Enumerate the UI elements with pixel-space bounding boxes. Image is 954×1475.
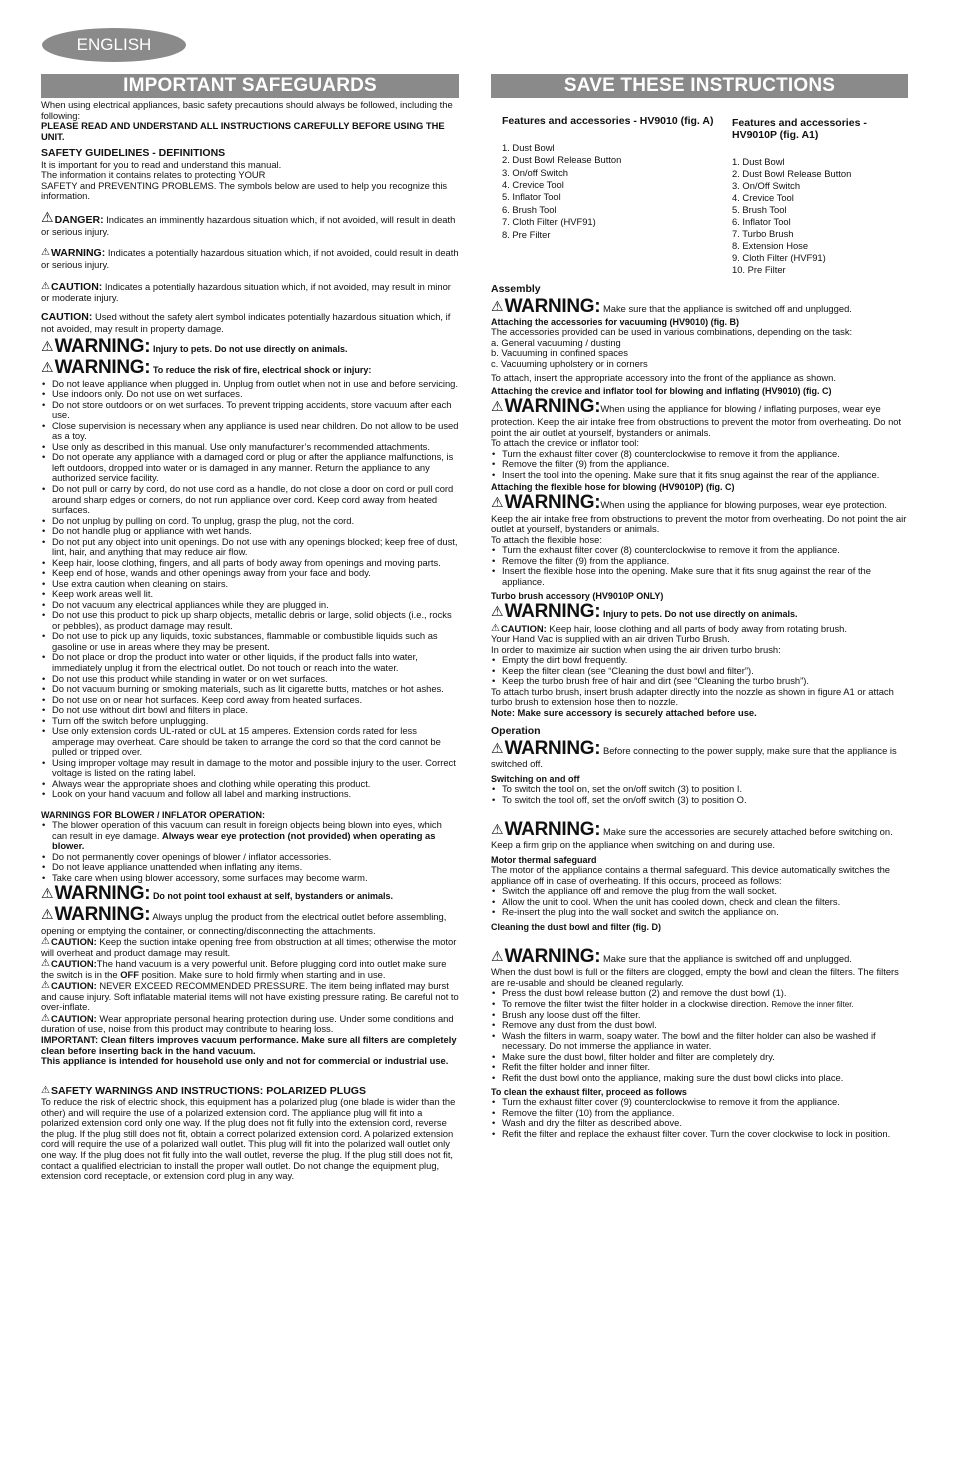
switch-warning: ⚠WARNING: Make sure the accessories are securely attached before switching on. Keep a firm grip on the appliance when switching on and during use. [491,819,893,851]
turbo-line: Your Hand Vac is supplied with an air driven Turbo Brush. [491,633,730,645]
list-item: b. Vacuuming in confined spaces [491,347,628,359]
features-hv9010p [732,118,910,276]
list-item: • To remove the filter twist the filter holder in a clockwise direction. Remove the inner filter. [491,999,908,1010]
feature-item: 7. Cloth Filter (HVF91) [502,216,596,228]
warning-pets: ⚠WARNING: Injury to pets. Do not use directly on animals. [41,336,348,358]
list-item: • Insert the tool into the opening. Make sure that it fits snug against the rear of the appliance. [491,470,908,481]
list-item: • Use indoors only. Do not use on wet surfaces. [41,389,459,400]
list-item: • Close supervision is necessary when any appliance is used near children. Do not allow to be used as a toy. [41,421,459,442]
list-item: • Do not leave appliance when plugged in. Unplug from outlet when not in use and before servicing. [41,379,459,390]
warning-triangle-icon: ⚠ [41,280,50,292]
definitions-line: The information it contains relates to protecting YOUR [41,169,266,181]
caution-hearing: ⚠CAUTION: Wear appropriate personal hearing protection during use. Under some conditions and duration of use, noise from this product may contribute to hearing loss. [41,1012,454,1035]
list-item: • Keep the filter clean (see “Cleaning the dust bowl and filter”). [491,666,908,677]
list-item: • Refit the filter holder and inner filter. [491,1062,908,1073]
list-item: • Press the dust bowl release button (2) and remove the dust bowl (1). [491,988,908,999]
warning-triangle-icon: ⚠ [41,209,54,225]
list-item: • Refit the dust bowl onto the appliance, making sure the dust bowl clicks into place. [491,1073,908,1084]
thermal-text: The motor of the appliance contains a thermal safeguard. This device automatically switches the appliance off in case of overheating. If this occurs, proceed as follows: [491,864,890,886]
warning-fire: ⚠WARNING: To reduce the risk of fire, electrical shock or injury: [41,357,372,379]
attach-note: To attach, insert the appropriate accessory into the front of the appliance as shown. [491,372,836,384]
exhaust-title: To clean the exhaust filter, proceed as follows [491,1087,687,1098]
list-item: • Make sure the dust bowl, filter holder and filter are completely dry. [491,1052,908,1063]
list-item: • Do not leave appliance unattended when inflating any items. [41,862,459,873]
list-item: c. Vacuuming upholstery or in corners [491,357,648,369]
list-item: • Use only as described in this manual. Use only manufacturer’s recommended attachments. [41,442,459,453]
feature-item: 5. Brush Tool [732,203,787,215]
feature-item: 2. Dust Bowl Release Button [502,154,622,166]
switch-title: Switching on and off [491,774,580,785]
warning-exhaust: ⚠WARNING: Do not point tool exhaust at self, bystanders or animals. [41,883,393,905]
list-item: • Do not use to pick up any liquids, toxic substances, flammable or combustible liquids such as gasoline or use in areas where they may be present. [41,631,459,652]
warning-triangle-icon: ⚠ [41,980,50,992]
list-item: • Remove the filter (9) from the appliance. [491,556,908,567]
warning-unplug: ⚠WARNING: Always unplug the product from the electrical outlet before assembling, opening or emptying the container, or connecting/disconnecting the attachments. [41,904,447,936]
thermal-title: Motor thermal safeguard [491,854,597,865]
turbo-attach: To attach turbo brush, insert brush adapter directly into the nozzle as shown in figure A1 or attach turbo brush to extension hose then to nozzle. [491,685,894,708]
warning-triangle-icon: ⚠ [41,1012,50,1024]
caution-pressure: ⚠CAUTION: NEVER EXCEED RECOMMENDED PRESSURE. The item being inflated may burst and cause injury. Soft inflatable material items will not have existing pressure rating. Be careful not to over-inflate. [41,980,459,1013]
feature-item: 10. Pre Filter [732,263,786,275]
list-item: • Keep work areas well lit. [41,589,459,600]
list-item: • Refit the filter and replace the exhaust filter cover. Turn the cover clockwise to lock in position. [491,1129,908,1140]
feature-item: 6. Brush Tool [502,203,557,215]
list-item: • To switch the tool off, set the on/off switch (3) to position O. [491,795,908,806]
definitions-title: SAFETY GUIDELINES - DEFINITIONS [41,147,226,160]
safety-bullet-list [41,379,459,800]
banner-title: IMPORTANT SAFEGUARDS [123,75,377,97]
feature-item: 5. Inflator Tool [502,191,561,203]
feature-item: 8. Pre Filter [502,228,551,240]
warning-triangle-icon: ⚠ [491,947,504,964]
caution-powerful: ⚠CAUTION:The hand vacuum is a very powerful unit. Before plugging cord into outlet make sure the switch is in the OFF position. Make sure to hold firmly when starting and in use. [41,958,447,980]
clean-warning: ⚠WARNING: Make sure that the appliance is switched off and unplugged. [491,945,852,967]
operation-title: Operation [491,725,541,738]
list-item: • Do not handle plug or appliance with wet hands. [41,526,459,537]
polarized-plugs-text: To reduce the risk of electric shock, this equipment has a polarized plug (one blade is wider than the other) and will require the use of a polarized extension cord. The appliance plug will fit into a polarized extension cord only one way. If the plug does not fit fully into the extension cord, reverse the plug. If the plug still does not fit, obtain a correct polarized extension cord. A polarized extension cord will require the use of a polarized wall outlet. This plug will fit into the polarized wall outlet only one way. If the plug does not fit fully into the wall outlet, reverse the plug. If the plug still does not fit, contact a qualified electrician to install the proper wall outlet. Do not change the equipment plug, extension cord receptacle, or extension cord plug in any way. [41,1096,456,1182]
list-item: • To switch the tool on, set the on/off switch (3) to position I. [491,784,908,795]
warning-triangle-icon: ⚠ [41,338,54,355]
feature-item: 4. Crevice Tool [502,178,564,190]
feature-item: 3. On/off Switch [502,166,569,178]
warning-triangle-icon: ⚠ [41,359,54,376]
list-item: • Do not use this product while standing in water or on wet surfaces. [41,674,459,685]
intro-text: When using electrical appliances, basic safety precautions should always be followed, including the following: [41,99,453,121]
list-item: • Do not unplug by pulling on cord. To unplug, grasp the plug, not the cord. [41,516,459,527]
list-item: • Always wear the appropriate shoes and clothing while operating this product. [41,779,459,790]
crevice-attach: To attach the crevice or inflator tool: [491,437,639,449]
clean-text: When the dust bowl is full or the filters are clogged, empty the bowl and clean the filters. The filters are re-usable and should be cleaned regularly. [491,966,899,988]
save-instructions-banner [491,74,908,98]
list-item: • Wash and dry the filter as described above. [491,1118,908,1129]
list-item: • Switch the appliance off and remove the plug from the wall socket. [491,886,908,897]
warning-triangle-icon: ⚠ [491,297,504,314]
switch-bullet-list [491,784,908,805]
list-item: • Do not put any object into unit openings. Do not use with any openings blocked; keep free of dust, lint, hair, and anything that may reduce air flow. [41,537,459,558]
warning-triangle-icon: ⚠ [491,603,504,620]
blower-title: WARNINGS FOR BLOWER / INFLATOR OPERATION: [41,809,265,820]
list-item: • Turn off the switch before unplugging. [41,716,459,727]
list-item: • Keep hair, loose clothing, fingers, and all parts of body away from openings and moving parts. [41,558,459,569]
list-item: • Remove the filter (9) from the appliance. [491,459,908,470]
feature-item: 6. Inflator Tool [732,215,791,227]
warning-definition: ⚠WARNING: Indicates a potentially hazardous situation which, if not avoided, could result in death or serious injury. [41,247,459,271]
turbo-bullet-list [491,655,908,687]
list-item: • Do not use without dirt bowl and filters in place. [41,705,459,716]
list-item: • Do not operate any appliance with a damaged cord or plug or after the appliance malfunctions, is left outdoors, dropped into water or is damaged in any manner. Return the appliance to any authorized service facility. [41,452,459,484]
language-label: ENGLISH [76,35,152,55]
turbo-note: Note: Make sure accessory is securely attached before use. [491,706,757,718]
list-item: • The blower operation of this vacuum can result in foreign objects being blown into eyes, which can result in eye damage. Always wear eye protection (not provided) when operating as blower. [41,820,459,852]
left-column [41,100,459,1182]
list-item: • Turn the exhaust filter cover (9) counterclockwise to remove it from the appliance. [491,1097,908,1108]
warning-triangle-icon: ⚠ [41,1084,50,1096]
warning-triangle-icon: ⚠ [41,906,54,923]
list-item: • Allow the unit to cool. When the unit has cooled down, check and clean the filters. [491,897,908,908]
turbo-line: In order to maximize air suction when using the air driven turbo brush: [491,643,781,655]
feature-item: 1. Dust Bowl [732,155,785,167]
warning-triangle-icon: ⚠ [41,885,54,902]
list-item: • Remove the filter (10) from the appliance. [491,1108,908,1119]
right-column [491,284,908,1140]
feature-item: 3. On/Off Switch [732,179,801,191]
feature-item: 7. Turbo Brush [732,227,794,239]
important-safeguards-banner [41,74,459,98]
danger-definition: ⚠DANGER: Indicates an imminently hazardous situation which, if not avoided, will result in death or serious injury. [41,209,456,237]
features-a-title: Features and accessories - HV9010 (fig. A) [502,115,714,127]
hose-title: Attaching the flexible hose for blowing (HV9010P) (fig. C) [491,482,735,493]
list-item: • Do not use this product to pick up sharp objects, metallic debris or large, solid objects (i.e., rocks or pebbles), as product damage may result. [41,610,459,631]
crevice-warning: ⚠WARNING:When using the appliance for blowing / inflating purposes, wear eye protection. Keep the air intake free from obstructions to prevent the motor from overheating. Do not point the air outlet at yourself, bystanders or animals. [491,395,902,438]
crevice-bullet-list [491,449,908,481]
list-item: • Do not vacuum any electrical appliances while they are plugged in. [41,600,459,611]
list-item: • Keep the turbo brush free of hair and dirt (see “Cleaning the turbo brush”). [491,676,908,687]
warning-triangle-icon: ⚠ [491,494,504,511]
list-item: • Keep end of hose, wands and other openings away from your face and body. [41,568,459,579]
hose-attach: To attach the flexible hose: [491,533,603,545]
warning-triangle-icon: ⚠ [41,936,50,948]
list-item: • Re-insert the plug into the wall socket and switch the appliance on. [491,907,908,918]
warning-triangle-icon: ⚠ [491,622,500,634]
features-a-list [502,142,724,241]
attach-title: Attaching the accessories for vacuuming (HV9010) (fig. B) [491,317,740,328]
caution-definition: ⚠CAUTION: Indicates a potentially hazardous situation which, if not avoided, may result in minor or moderate injury. [41,280,451,304]
list-item: a. General vacuuming / dusting [491,336,621,348]
feature-item: 4. Crevice Tool [732,191,794,203]
warning-triangle-icon: ⚠ [491,397,504,414]
feature-item: 1. Dust Bowl [502,141,555,153]
caution-no-symbol-definition: CAUTION: Used without the safety alert symbol indicates potentially hazardous situation which, if not avoided, may result in property damage. [41,310,451,334]
language-tab [42,28,186,62]
banner-title: SAVE THESE INSTRUCTIONS [563,75,836,97]
list-item: • Use extra caution when cleaning on stairs. [41,579,459,590]
features-b-title: Features and accessories - HV9010P (fig. A1) [732,117,867,141]
clean-bullet-list [491,988,908,1083]
list-item: • Turn the exhaust filter cover (8) counterclockwise to remove it from the appliance. [491,449,908,460]
list-item: • Brush any loose dust off the filter. [491,1010,908,1021]
feature-item: 9. Cloth Filter (HVF91) [732,251,826,263]
assembly-title: Assembly [491,283,541,295]
hose-bullet-list [491,545,908,587]
warning-triangle-icon: ⚠ [41,958,50,970]
turbo-title: Turbo brush accessory (HV9010P ONLY) [491,591,664,602]
definitions-line: It is important for you to read and understand this manual. [41,158,282,170]
clean-title: Cleaning the dust bowl and filter (fig. D) [491,921,661,932]
list-item: • Do not store outdoors or on wet surfaces. To prevent tripping accidents, store vacuum after each use. [41,400,459,421]
list-item: • Do not vacuum burning or smoking materials, such as lit cigarette butts, matches or hot ashes. [41,684,459,695]
caution-suction: ⚠CAUTION: Keep the suction intake opening free from obstruction at all times; otherwise the motor will overheat and product damage may result. [41,936,457,958]
warning-triangle-icon: ⚠ [41,247,50,259]
list-item: • Empty the dirt bowl frequently. [491,655,908,666]
definitions-line: SAFETY and PREVENTING PROBLEMS. The symbols below are used to help you recognize this information. [41,179,448,202]
warning-triangle-icon: ⚠ [491,740,504,757]
intro-bold: PLEASE READ AND UNDERSTAND ALL INSTRUCTIONS CAREFULLY BEFORE USING THE UNIT. [41,120,445,142]
thermal-bullet-list [491,886,908,918]
list-item: • Use only extension cords UL-rated or cUL at 15 amperes. Extension cords rated for less amperage may overheat. Care should be taken to arrange the cord so that the cord cannot be pulled or tripped over. [41,726,459,758]
polarized-plugs-title: ⚠SAFETY WARNINGS AND INSTRUCTIONS: POLARIZED PLUGS [41,1084,366,1097]
important-filters: IMPORTANT: Clean filters improves vacuum performance. Make sure all filters are completely clean before inserting back in the hand vacuum. [41,1034,457,1056]
exhaust-bullet-list [491,1097,908,1139]
list-item: • Using improper voltage may result in damage to the motor and possible injury to the user. Correct voltage is listed on the rating label. [41,758,459,779]
list-item: • Remove any dust from the dust bowl. [491,1020,908,1031]
list-item: • Turn the exhaust filter cover (8) counterclockwise to remove it from the appliance. [491,545,908,556]
turbo-warning: ⚠WARNING: Injury to pets. Do not use directly on animals. [491,601,798,623]
hose-warning: ⚠WARNING:When using the appliance for blowing purposes, wear eye protection. Keep the air intake free from obstructions to prevent the motor from overheating. Do not point the air outlet at yourself, bystanders or animals. [491,492,907,535]
feature-item: 2. Dust Bowl Release Button [732,167,852,179]
features-hv9010 [502,116,724,241]
feature-item: 8. Extension Hose [732,239,809,251]
features-b-list [732,156,910,276]
turbo-caution: ⚠CAUTION: Keep hair, loose clothing and all parts of body away from rotating brush. [491,622,847,634]
list-item: • Look on your hand vacuum and follow all label and marking instructions. [41,789,459,800]
operation-warning: ⚠WARNING: Before connecting to the power supply, make sure that the appliance is switched off. [491,738,897,770]
list-item: • Take care when using blower accessory, some surfaces may become warm. [41,873,459,884]
list-item: • Insert the flexible hose into the opening. Make sure that it fits snug against the rear of the appliance. [491,566,908,587]
household-note: This appliance is intended for household use only and not for commercial or industrial use. [41,1055,449,1067]
assembly-warning: ⚠WARNING: Make sure that the appliance is switched off and unplugged. [491,295,852,317]
list-item: • Do not permanently cover openings of blower / inflator accessories. [41,852,459,863]
list-item: • Do not pull or carry by cord, do not use cord as a handle, do not close a door on cord or pull cord around sharp edges or corners, do not run appliance over cord. Keep cord away from heated surfaces. [41,484,459,516]
crevice-title: Attaching the crevice and inflator tool for blowing and inflating (HV9010) (fig. C) [491,385,832,396]
warning-triangle-icon: ⚠ [491,821,504,838]
attach-text: The accessories provided can be used in various combinations, depending on the task: [491,326,853,338]
list-item: • Do not use on or near hot surfaces. Keep cord away from heated surfaces. [41,695,459,706]
list-item: • Wash the filters in warm, soapy water. The bowl and the filter holder can also be washed if necessary. Do not immerse the appliance in water. [491,1031,908,1052]
blower-bullet-list [41,820,459,883]
list-item: • Do not place or drop the product into water or other liquids, if the product falls into water, immediately unplug it from the electrical outlet. Do not touch or reach into the water. [41,652,459,673]
